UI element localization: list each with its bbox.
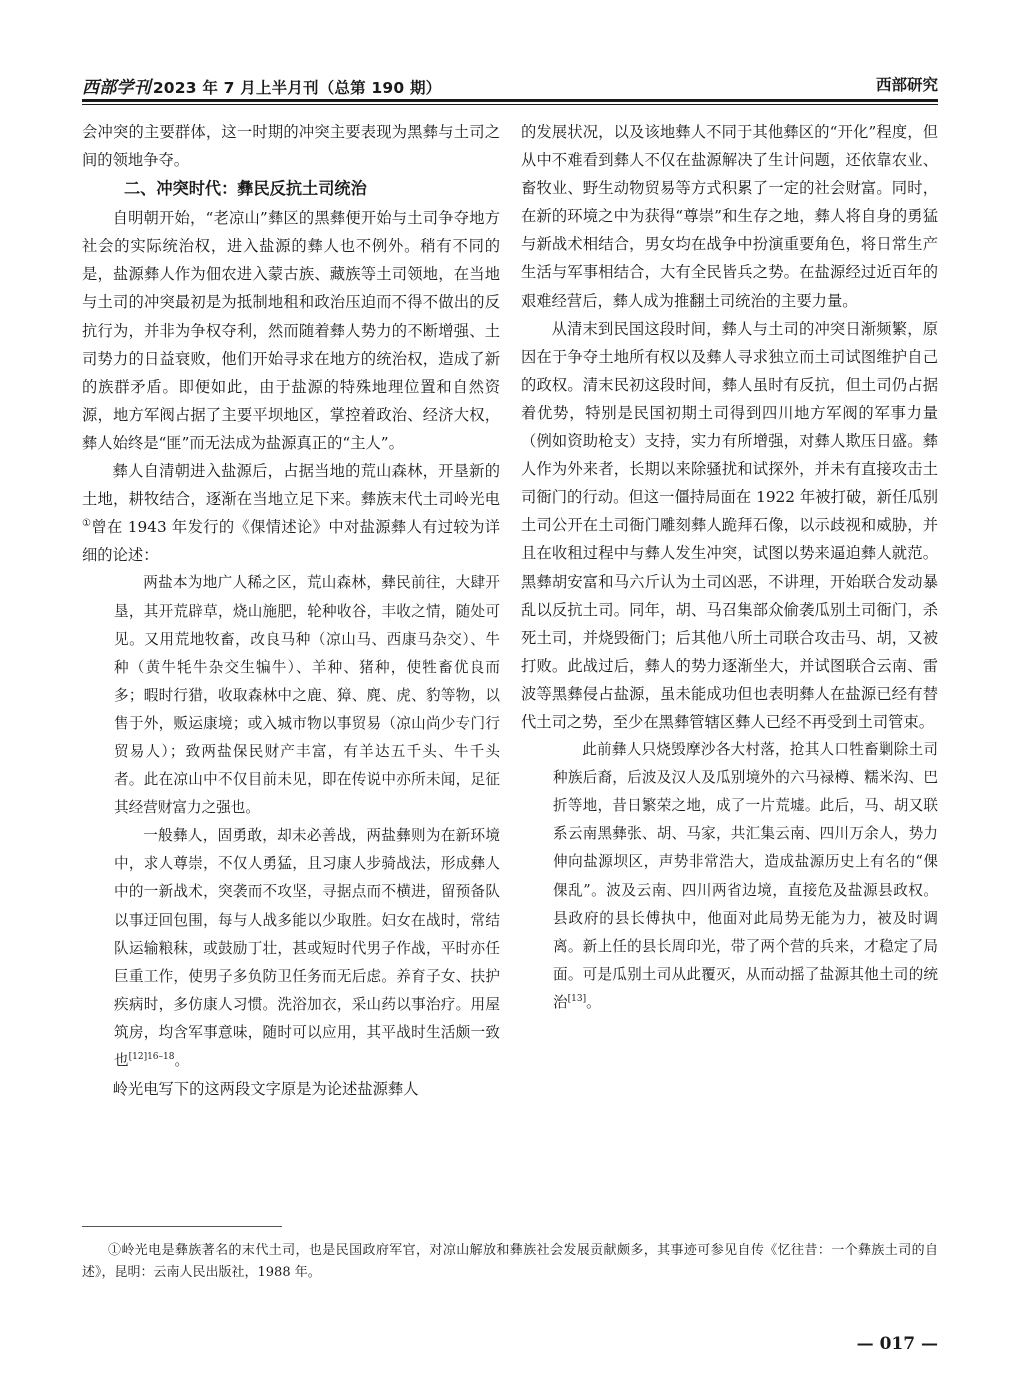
citation-mark: [12]16–18 xyxy=(128,1052,175,1063)
citation-mark: [13] xyxy=(567,994,587,1005)
footnote-rule xyxy=(82,1226,282,1227)
footnote-marker: ① xyxy=(82,518,92,530)
journal-issue: 2023 年 7 月上半月刊（总第 190 期） xyxy=(152,79,442,97)
header-rule-thin xyxy=(82,104,938,105)
right-column xyxy=(521,118,938,1017)
journal-logo: 西部学刊 xyxy=(82,78,151,98)
header-rule-thick xyxy=(82,99,938,102)
paragraph: 从清末到民国这段时间，彝人与土司的冲突日渐频繁，原因在于争夺土地所有权以及彝人寻求独立而土司试图维护自己的政权。清末民初这段时间，彝人虽时有反抗，但土司仍占据着优势，特别是民国初期土司得到四川地方军阀的军事力量（例如资助枪支）支持，实力有所增强，对彝人欺压日盛。彝人作为外来者，长期以来除骚扰和试探外，并未有直接攻击土司衙门的行动。但这一僵持局面在 1922 年被打破，新任瓜别土司公开在土司衙门雕刻彝人跪拜石像，以示歧视和威胁，并且在收租过程中与彝人发生冲突，试图以势来逼迫彝人就范。黑彝胡安富和马六斤认为土司凶恶，不讲理，开始联合发动暴乱以反抗土司。同年，胡、马召集部众偷袭瓜别土司衙门，杀死土司，并烧毁衙门；后其他八所土司联合攻击马、胡，又被打败。此战过后，彝人的势力逐渐坐大，并试图联合云南、雷波等黑彝侵占盐源，虽未能成功但也表明彝人在盐源已经有替代土司之势，至少在黑彝管辖区彝人已经不再受到土司管束。 xyxy=(521,319,938,731)
journal-title xyxy=(82,73,441,98)
left-column xyxy=(82,118,500,1103)
block-quote xyxy=(521,736,938,1017)
footnote: ①岭光电是彝族著名的末代土司，也是民国政府军官，对凉山解放和彝族社会发展贡献颇多，其事迹可参见自传《忆往昔：一个彝族土司的自述》，昆明：云南人民出版社，1988 年。 xyxy=(82,1243,938,1280)
paragraph: 岭光电写下的这两段文字原是为论述盐源彝人 xyxy=(112,1080,419,1099)
running-header xyxy=(82,70,938,100)
quote-text: 此前彝人只烧毁摩沙各大村落，抢其人口牲畜剿除土司种族后裔，后波及汉人及瓜别境外的六马禄樽、糯米沟、巴折等地，昔日繁荣之地，成了一片荒墟。此后，马、胡又联系云南黑彝张、胡、马家，共汇集云南、四川万余人，势力伸向盐源坝区，声势非常浩大，造成盐源历史上有名的“倮倮乱”。波及云南、四川两省边境，直接危及盐源县政权。县政府的县长傅执中，他面对此局势无能为力，被及时调离。新上任的县长周印光，带了两个营的兵来，才稳定了局面。可是瓜别土司从此覆灭，从而动摇了盐源其他土司的统治 xyxy=(553,741,938,1011)
paragraph-text: 曾在 1943 年发行的《倮情述论》中对盐源彝人有过较为详细的论述： xyxy=(82,518,501,565)
block-quote xyxy=(82,822,500,1075)
block-quote: 两盐本为地广人稀之区，荒山森林，彝民前往，大肆开垦，其开荒辟草，烧山施肥，轮种收谷，丰收之情，随处可见。又用荒地牧畜，改良马种（凉山马、西康马杂交）、牛种（黄牛牦牛杂交生犏牛）、羊种、猪种，使牲畜优良而多；暇时行猎，收取森林中之鹿、獐、麂、虎、豹等物，以售于外，贩运康境；或入城市物以事贸易（凉山尚少专门行贸易人）；致两盐保民财产丰富，有羊达五千头、牛千头者。此在凉山中不仅目前未见，即在传说中亦所未闻，足征其经营财富力之强也。 xyxy=(114,574,500,817)
paragraph: 自明朝开始，“老凉山”彝区的黑彝便开始与土司争夺地方社会的实际统治权，进入盐源的彝人也不例外。稍有不同的是，盐源彝人作为佃农进入蒙古族、藏族等土司领地，在当地与土司的冲突最初是为抵制地租和政治压迫而不得不做出的反抗行为，并非为争权夺利，然而随着彝人势力的不断增强、土司势力的日益衰败，他们开始寻求在地方的统治权，造成了新的族群矛盾。即便如此，由于盐源的特殊地理位置和自然资源，地方军阀占据了主要平坝地区，掌控着政治、经济大权，彝人始终是“匪”而无法成为盐源真正的“主人”。 xyxy=(82,209,500,452)
section-name: 西部研究 xyxy=(875,76,938,94)
page-number: — 017 — xyxy=(856,1334,938,1354)
paragraph-text: 彝人自清朝进入盐源后，占据当地的荒山森林，开垦新的土地，耕牧结合，逐渐在当地立足下来。彝族末代土司岭光电 xyxy=(82,462,500,509)
quote-end: 。 xyxy=(586,993,601,1011)
quote-end: 。 xyxy=(174,1052,190,1069)
paragraph: 的发展状况，以及该地彝人不同于其他彝区的“开化”程度，但从中不难看到彝人不仅在盐源解决了生计问题，还依靠农业、畜牧业、野生动物贸易等方式积累了一定的社会财富。同时，在新的环境之中为获得“尊崇”和生存之地，彝人将自身的勇猛与新战术相结合，男女均在战争中扮演重要角色，将日常生产生活与军事相结合，大有全民皆兵之势。在盐源经过近百年的艰难经营后，彝人成为推翻土司统治的主要力量。 xyxy=(521,123,938,310)
paragraph xyxy=(82,457,500,569)
quote-text: 一般彝人，固勇敢，却未必善战，两盐彝则为在新环境中，求人尊崇，不仅人勇猛，且习康人步骑战法，形成彝人中的一新战术，突袭而不攻坚，寻据点而不横进，留预备队以事迂回包围，每与人战多能以少取胜。妇女在战时，常结队运输粮秣，或鼓励丁壮，甚或短时代男子作战，平时亦任巨重工作，使男子多负防卫任务而无后虑。养育子女、扶护疾病时，多仿康人习惯。洗浴加衣，采山药以事治疗。用屋筑房，均含军事意味，随时可以应用，其平战时生活颇一致也 xyxy=(114,827,500,1069)
paragraph: 会冲突的主要群体，这一时期的冲突主要表现为黑彝与土司之间的领地争夺。 xyxy=(82,123,500,170)
section-heading: 二、冲突时代：彝民反抗土司统治 xyxy=(124,179,367,199)
